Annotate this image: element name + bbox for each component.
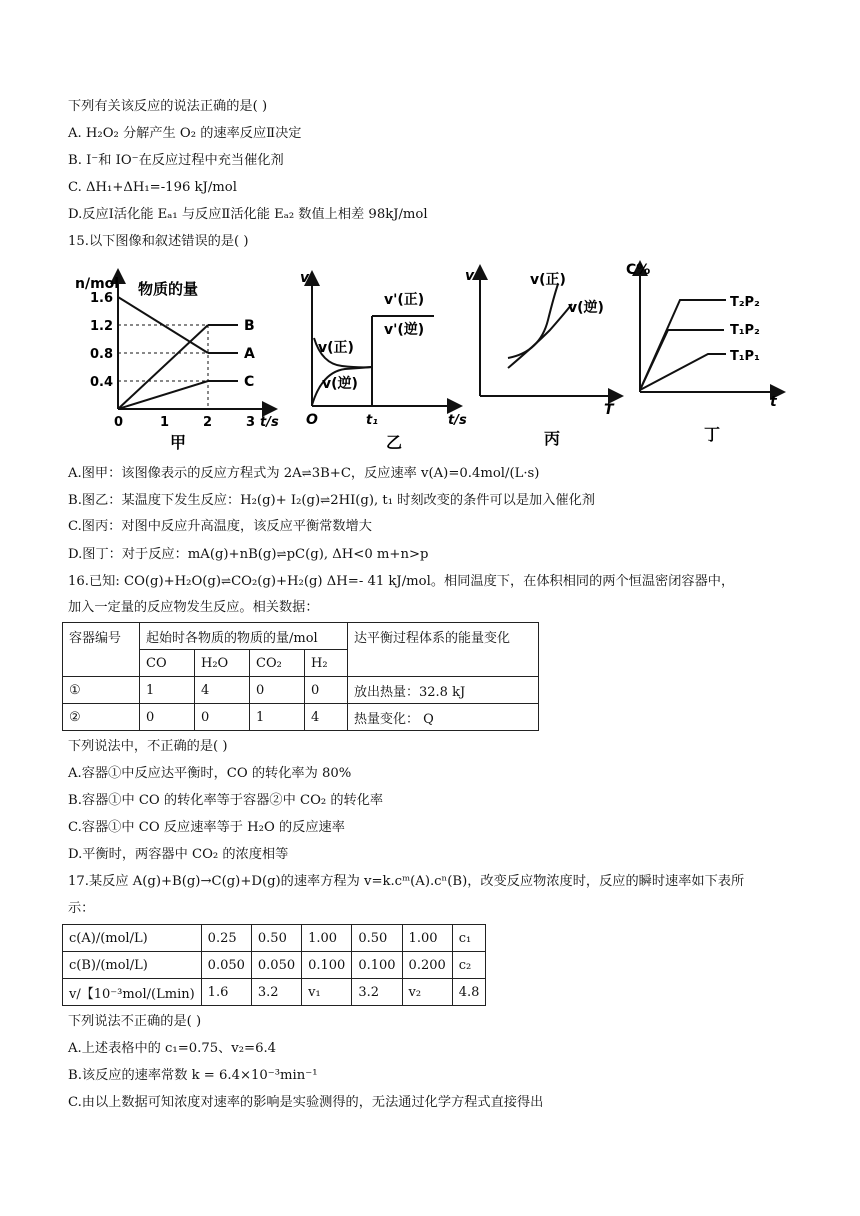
q16-cell: 0 xyxy=(250,677,305,704)
ding-caption: 丁 xyxy=(704,425,721,444)
q16-stem xyxy=(68,572,734,591)
jia-xtick-2: 2 xyxy=(203,415,213,430)
jia-xlabel: t/s xyxy=(260,415,279,430)
q17-cell: 3.2 xyxy=(352,979,402,1006)
bing-label-v-forward: v(正) xyxy=(530,272,566,288)
q16-cell: 0 xyxy=(195,704,250,731)
equilibrium-arrow-icon: ⇌ xyxy=(320,493,331,507)
ding-label-t1p1: T₁P₁ xyxy=(730,349,760,364)
q17-cell: 0.50 xyxy=(251,925,301,952)
jia-title: 物质的量 xyxy=(138,280,199,298)
q16-col-co: CO xyxy=(140,650,195,677)
q16-cell: ① xyxy=(63,677,140,704)
q16-option-c: C.容器①中 CO 反应速率等于 H₂O 的反应速率 xyxy=(68,820,345,835)
yi-caption: 乙 xyxy=(386,433,403,452)
q14-stem: 下列有关该反应的说法正确的是( ) xyxy=(68,99,268,114)
q17-ask: 下列说法不正确的是( ) xyxy=(68,1014,202,1029)
jia-xtick-3: 3 xyxy=(246,415,256,430)
jia-ytick-2: 1.2 xyxy=(90,319,114,334)
q17-option-a: A.上述表格中的 c₁=0.75、v₂=6.4 xyxy=(68,1041,277,1056)
q17-table xyxy=(62,924,486,1006)
q17-cell: 0.100 xyxy=(352,952,402,979)
q15-option-d-pre: D.图丁：对于反应：mA(g)+nB(g) xyxy=(68,547,277,562)
q16-col-co2: CO₂ xyxy=(250,650,305,677)
jia-series-c: C xyxy=(244,374,255,390)
ding-label-t2p2: T₂P₂ xyxy=(730,295,760,310)
q17-cell: 0.100 xyxy=(302,952,352,979)
yi-t1: t₁ xyxy=(366,413,378,428)
q16-option-a: A.容器①中反应达平衡时，CO 的转化率为 80% xyxy=(68,766,352,781)
equilibrium-arrow-icon: ⇌ xyxy=(301,466,312,480)
yi-label-v-prime-reverse: v'(逆) xyxy=(384,322,425,338)
q17-cell: c(B)/(mol/L) xyxy=(63,952,202,979)
bing-ylabel: v xyxy=(465,268,475,284)
q16-header-initial-amount: 起始时各物质的物质的量/mol xyxy=(140,623,348,650)
yi-xlabel: t/s xyxy=(448,413,467,428)
q15-option-a-post: 3B+C，反应速率 v(A)=0.4mol/(L·s) xyxy=(311,466,540,481)
jia-ylabel: n/mol xyxy=(75,276,120,292)
figure-bing xyxy=(480,272,616,396)
q15-option-d xyxy=(68,545,428,564)
q17-cell: v/【10⁻³mol/(Lmin) xyxy=(63,979,202,1006)
q16-table xyxy=(62,622,539,731)
jia-caption: 甲 xyxy=(170,433,187,452)
q16-header-energy: 达平衡过程体系的能量变化 xyxy=(348,623,539,677)
q16-cell: ② xyxy=(63,704,140,731)
table-row xyxy=(63,925,486,952)
q17-stem-2: 示： xyxy=(68,901,95,916)
q16-cell: 0 xyxy=(140,704,195,731)
q16-col-h2: H₂ xyxy=(305,650,348,677)
ding-label-t1p2: T₁P₂ xyxy=(730,323,760,338)
q16-stem-2: 加入一定量的反应物发生反应。相关数据： xyxy=(68,600,319,615)
q14-option-d: D.反应Ⅰ活化能 Eₐ₁ 与反应Ⅱ活化能 Eₐ₂ 数值上相差 98kJ/mol xyxy=(68,207,428,222)
q17-option-c: C.由以上数据可知浓度对速率的影响是实验测得的，无法通过化学方程式直接得出 xyxy=(68,1095,544,1110)
jia-ytick-3: 0.8 xyxy=(90,347,114,362)
q17-cell: c(A)/(mol/L) xyxy=(63,925,202,952)
jia-series-b: B xyxy=(244,318,255,334)
q17-cell: c₂ xyxy=(452,952,486,979)
bing-xlabel: T xyxy=(604,402,614,418)
q17-cell: v₂ xyxy=(402,979,452,1006)
q16-stem-pre: 16.已知: CO(g)+H₂O(g) xyxy=(68,574,221,589)
q16-cell: 1 xyxy=(140,677,195,704)
table-row xyxy=(63,677,539,704)
q16-col-h2o: H₂O xyxy=(195,650,250,677)
jia-xtick-1: 1 xyxy=(160,415,170,430)
equilibrium-arrow-icon: ⇌ xyxy=(276,547,287,561)
q17-stem: 17.某反应 A(g)+B(g)→C(g)+D(g)的速率方程为 v=k.cᵐ(A).cⁿ(B)，改变反应物浓度时，反应的瞬时速率如下表所 xyxy=(68,874,745,889)
yi-ylabel: v xyxy=(300,270,310,286)
q15-option-b-pre: B.图乙：某温度下发生反应：H₂(g)+ I₂(g) xyxy=(68,493,321,508)
q15-option-b xyxy=(68,491,595,510)
q17-cell: 0.050 xyxy=(251,952,301,979)
yi-label-v-reverse: v(逆) xyxy=(322,376,358,392)
q17-cell: 1.00 xyxy=(402,925,452,952)
table-row xyxy=(63,952,486,979)
equilibrium-arrow-icon: ⇌ xyxy=(221,574,232,588)
yi-origin: O xyxy=(306,412,318,428)
q15-option-c: C.图丙：对图中反应升高温度，该反应平衡常数增大 xyxy=(68,519,372,534)
q14-option-a: A. H₂O₂ 分解产生 O₂ 的速率反应Ⅱ决定 xyxy=(68,126,302,141)
jia-ytick-4: 0.4 xyxy=(90,375,114,390)
q16-cell: 放出热量：32.8 kJ xyxy=(348,677,539,704)
q17-cell: 0.50 xyxy=(352,925,402,952)
ding-xlabel: t xyxy=(770,394,777,410)
q14-option-b: B. I⁻和 IO⁻在反应过程中充当催化剂 xyxy=(68,153,284,168)
q16-header-container: 容器编号 xyxy=(63,623,140,677)
q17-cell: 0.200 xyxy=(402,952,452,979)
yi-label-v-prime-forward: v'(正) xyxy=(384,292,425,308)
yi-label-v-forward: v(正) xyxy=(318,340,354,356)
q15-option-b-post: 2HI(g), t₁ 时刻改变的条件可以是加入催化剂 xyxy=(330,493,595,508)
q16-ask: 下列说法中，不正确的是( ) xyxy=(68,739,228,754)
q17-cell: 0.25 xyxy=(201,925,251,952)
q17-cell: 1.00 xyxy=(302,925,352,952)
q15-figures xyxy=(60,256,800,452)
q17-cell: 3.2 xyxy=(251,979,301,1006)
q16-cell: 热量变化： Q xyxy=(348,704,539,731)
q15-option-a-pre: A.图甲：该图像表示的反应方程式为 2A xyxy=(68,466,302,481)
q17-option-b: B.该反应的速率常数 k = 6.4×10⁻³min⁻¹ xyxy=(68,1068,318,1083)
ding-ylabel: C% xyxy=(626,262,651,278)
q16-cell: 1 xyxy=(250,704,305,731)
q16-stem-post: CO₂(g)+H₂(g) ΔH=- 41 kJ/mol。相同温度下，在体积相同的两个恒温密闭容器中， xyxy=(231,574,735,589)
q16-option-b: B.容器①中 CO 的转化率等于容器②中 CO₂ 的转化率 xyxy=(68,793,384,808)
q16-cell: 0 xyxy=(305,677,348,704)
q17-cell: 4.8 xyxy=(452,979,486,1006)
table-row xyxy=(63,704,539,731)
q17-cell: v₁ xyxy=(302,979,352,1006)
q16-cell: 4 xyxy=(305,704,348,731)
jia-series-a: A xyxy=(244,346,255,362)
q15-stem: 15.以下图像和叙述错误的是( ) xyxy=(68,234,249,249)
q17-cell: 0.050 xyxy=(201,952,251,979)
q17-cell: c₁ xyxy=(452,925,486,952)
bing-caption: 丙 xyxy=(544,429,561,448)
bing-label-v-reverse: v(逆) xyxy=(568,300,604,316)
q15-option-a xyxy=(68,464,539,483)
q16-cell: 4 xyxy=(195,677,250,704)
table-row xyxy=(63,979,486,1006)
q14-option-c: C. ΔH₁+ΔH₁=-196 kJ/mol xyxy=(68,180,237,195)
jia-xtick-0: 0 xyxy=(114,415,124,430)
q16-option-d: D.平衡时，两容器中 CO₂ 的浓度相等 xyxy=(68,847,289,862)
jia-ytick-1: 1.6 xyxy=(90,291,114,306)
q15-option-d-post: pC(g), ΔH<0 m+n>p xyxy=(286,547,429,562)
q17-cell: 1.6 xyxy=(201,979,251,1006)
